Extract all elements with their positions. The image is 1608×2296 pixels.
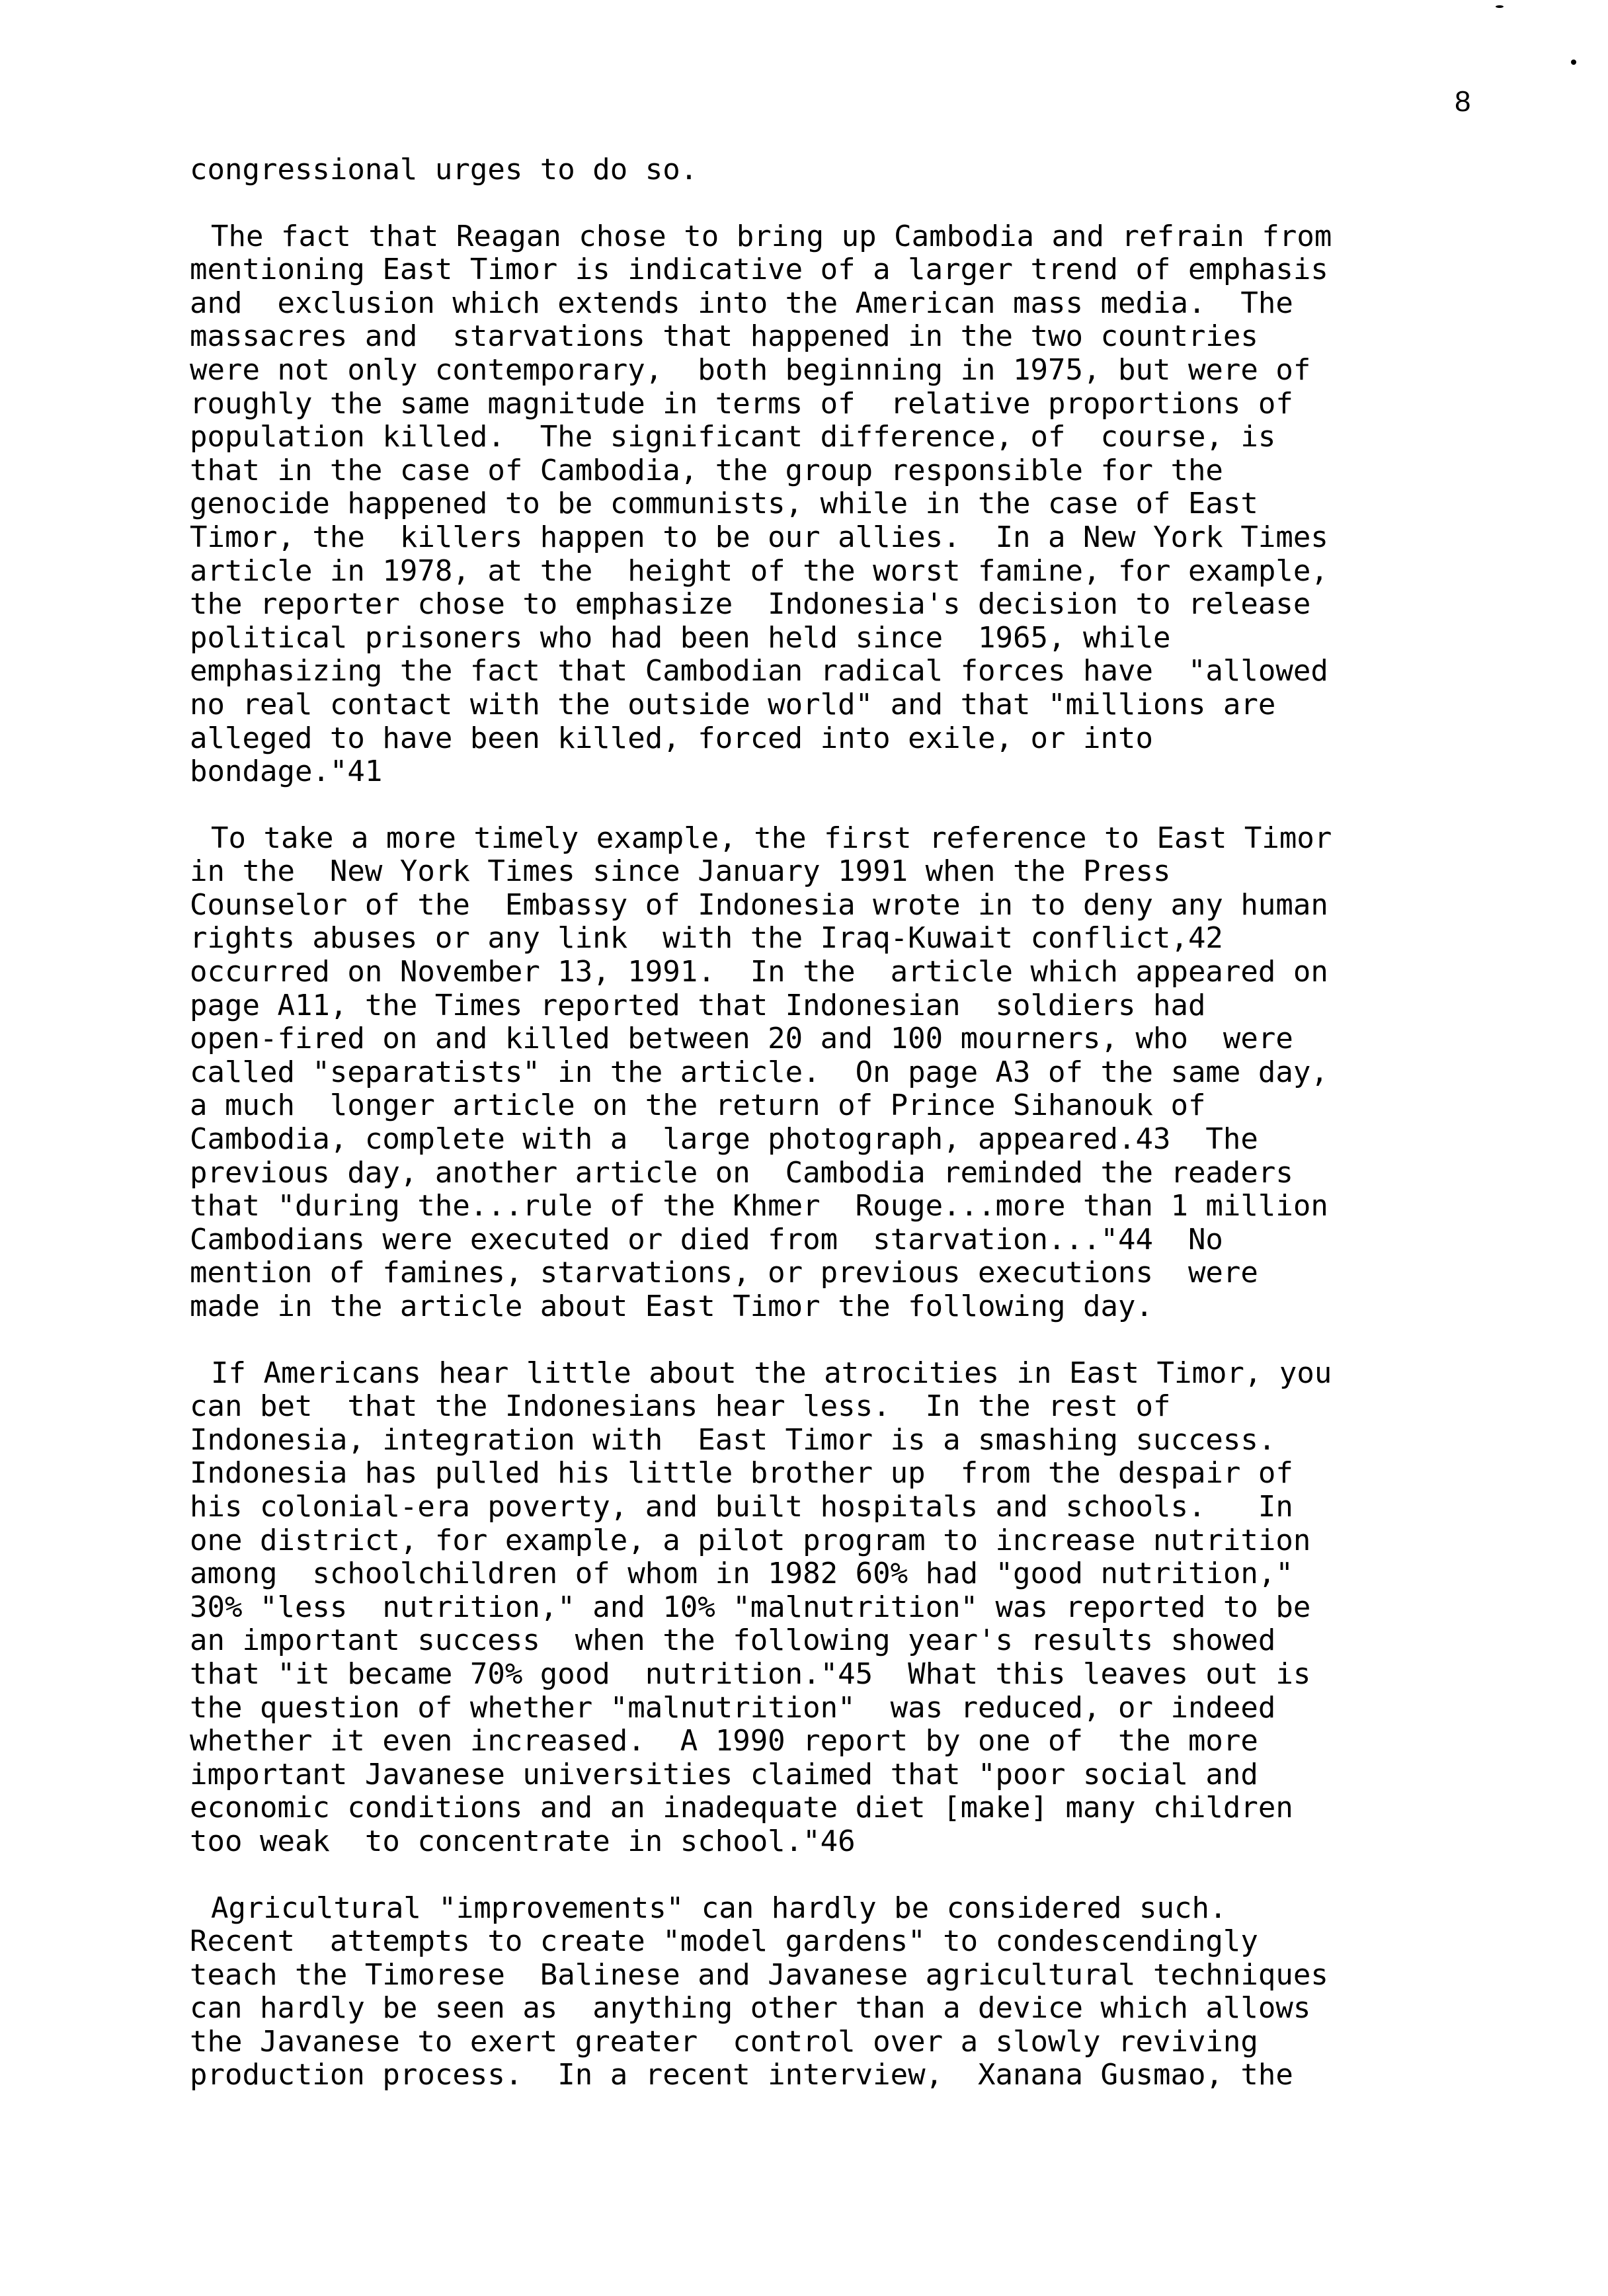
paragraph-agricultural-improvements — [190, 1892, 1519, 2093]
text-line: important Javanese universities claimed that "poor social and — [190, 1757, 1258, 1791]
text-line: an important success when the following year's results showed — [190, 1623, 1276, 1658]
text-line: congressional urges to do so. — [190, 153, 698, 186]
text-line: economic conditions and an inadequate diet [make] many children — [190, 1791, 1293, 1825]
text-line: too weak to concentrate in school."46 — [190, 1824, 856, 1858]
text-line: no real contact with the outside world" and that "millions are — [190, 687, 1276, 721]
text-line: Cambodians were executed or died from starvation..."44 No — [190, 1222, 1223, 1256]
text-line: previous day, another article on Cambodia reminded the readers — [190, 1155, 1293, 1190]
text-line: Recent attempts to create "model gardens" to condescendingly — [190, 1924, 1258, 1959]
text-line: 30% "less nutrition," and 10% "malnutrition" was reported to be — [190, 1590, 1311, 1624]
text-line: genocide happened to be communists, while in the case of East — [190, 487, 1258, 521]
text-line: his colonial-era poverty, and built hospitals and schools. In — [190, 1489, 1293, 1524]
text-line: open-fired on and killed between 20 and 100 mourners, who were — [190, 1022, 1293, 1056]
text-line: Indonesia has pulled his little brother up from the despair of — [190, 1456, 1293, 1491]
text-line: page A11, the Times reported that Indonesian soldiers had — [190, 988, 1206, 1022]
paragraph-reagan-cambodia — [190, 220, 1519, 789]
text-line: were not only contemporary, both beginning in 1975, but were of — [190, 352, 1311, 387]
text-line: made in the article about East Timor the following day. — [190, 1290, 1153, 1323]
text-line: mentioning East Timor is indicative of a larger trend of emphasis — [190, 253, 1328, 287]
text-line: roughly the same magnitude in terms of relative proportions of — [190, 386, 1293, 421]
text-line: occurred on November 13, 1991. In the article which appeared on — [190, 955, 1328, 989]
text-line: called "separatists" in the article. On page A3 of the same day, — [190, 1055, 1328, 1089]
text-line: the Javanese to exert greater control over a slowly reviving — [190, 2024, 1258, 2059]
text-line: teach the Timorese Balinese and Javanese agricultural techniques — [190, 1957, 1328, 1992]
text-line: that "it became 70% good nutrition."45 What this leaves out is — [190, 1657, 1311, 1691]
text-line: can bet that the Indonesians hear less. In the rest of — [190, 1389, 1171, 1424]
text-line: Counselor of the Embassy of Indonesia wrote in to deny any human — [190, 887, 1328, 922]
paragraph-indonesians-hear-less — [190, 1357, 1519, 1859]
text-line: the question of whether "malnutrition" was reduced, or indeed — [190, 1690, 1276, 1725]
text-line: that "during the...rule of the Khmer Rouge...more than 1 million — [190, 1189, 1328, 1223]
text-line: political prisoners who had been held since 1965, while — [190, 620, 1171, 655]
page-number: 8 — [1455, 85, 1471, 118]
body-text — [190, 153, 1519, 2125]
text-line: one district, for example, a pilot program to increase nutrition — [190, 1523, 1311, 1557]
text-line: among schoolchildren of whom in 1982 60% had "good nutrition," — [190, 1557, 1293, 1591]
text-line: To take a more timely example, the first reference to East Timor — [211, 821, 1332, 855]
text-line: and exclusion which extends into the American mass media. The — [190, 286, 1293, 320]
text-line: If Americans hear little about the atrocities in East Timor, you — [211, 1356, 1332, 1390]
text-line: rights abuses or any link with the Iraq-Kuwait conflict,42 — [190, 921, 1223, 956]
text-line: The fact that Reagan chose to bring up Cambodia and refrain from — [211, 219, 1332, 253]
text-line: article in 1978, at the height of the worst famine, for example, — [190, 554, 1328, 588]
scan-speck — [1496, 5, 1504, 8]
text-line: bondage."41 — [190, 755, 383, 789]
text-line: in the New York Times since January 1991 when the Press — [190, 854, 1171, 889]
paragraph-continuation — [190, 153, 1519, 187]
text-line: mention of famines, starvations, or previous executions were — [190, 1256, 1258, 1290]
text-line: alleged to have been killed, forced into exile, or into — [190, 721, 1153, 755]
text-line: a much longer article on the return of Prince Sihanouk of — [190, 1088, 1206, 1123]
text-line: the reporter chose to emphasize Indonesia's decision to release — [190, 587, 1311, 622]
text-line: production process. In a recent interview, Xanana Gusmao, the — [190, 2058, 1293, 2092]
paragraph-timely-example — [190, 822, 1519, 1324]
text-line: can hardly be seen as anything other than a device which allows — [190, 1991, 1311, 2026]
text-line: Cambodia, complete with a large photograph, appeared.43 The — [190, 1122, 1258, 1157]
text-line: that in the case of Cambodia, the group responsible for the — [190, 453, 1223, 487]
text-line: population killed. The significant difference, of course, is — [190, 420, 1276, 454]
scan-speck — [1571, 60, 1576, 65]
text-line: emphasizing the fact that Cambodian radical forces have "allowed — [190, 654, 1328, 688]
text-line: whether it even increased. A 1990 report by one of the more — [190, 1724, 1258, 1758]
text-line: massacres and starvations that happened in the two countries — [190, 319, 1258, 354]
text-line: Agricultural "improvements" can hardly be considered such. — [211, 1891, 1227, 1925]
text-line: Timor, the killers happen to be our allies. In a New York Times — [190, 520, 1328, 554]
text-line: Indonesia, integration with East Timor is a smashing success. — [190, 1422, 1276, 1457]
